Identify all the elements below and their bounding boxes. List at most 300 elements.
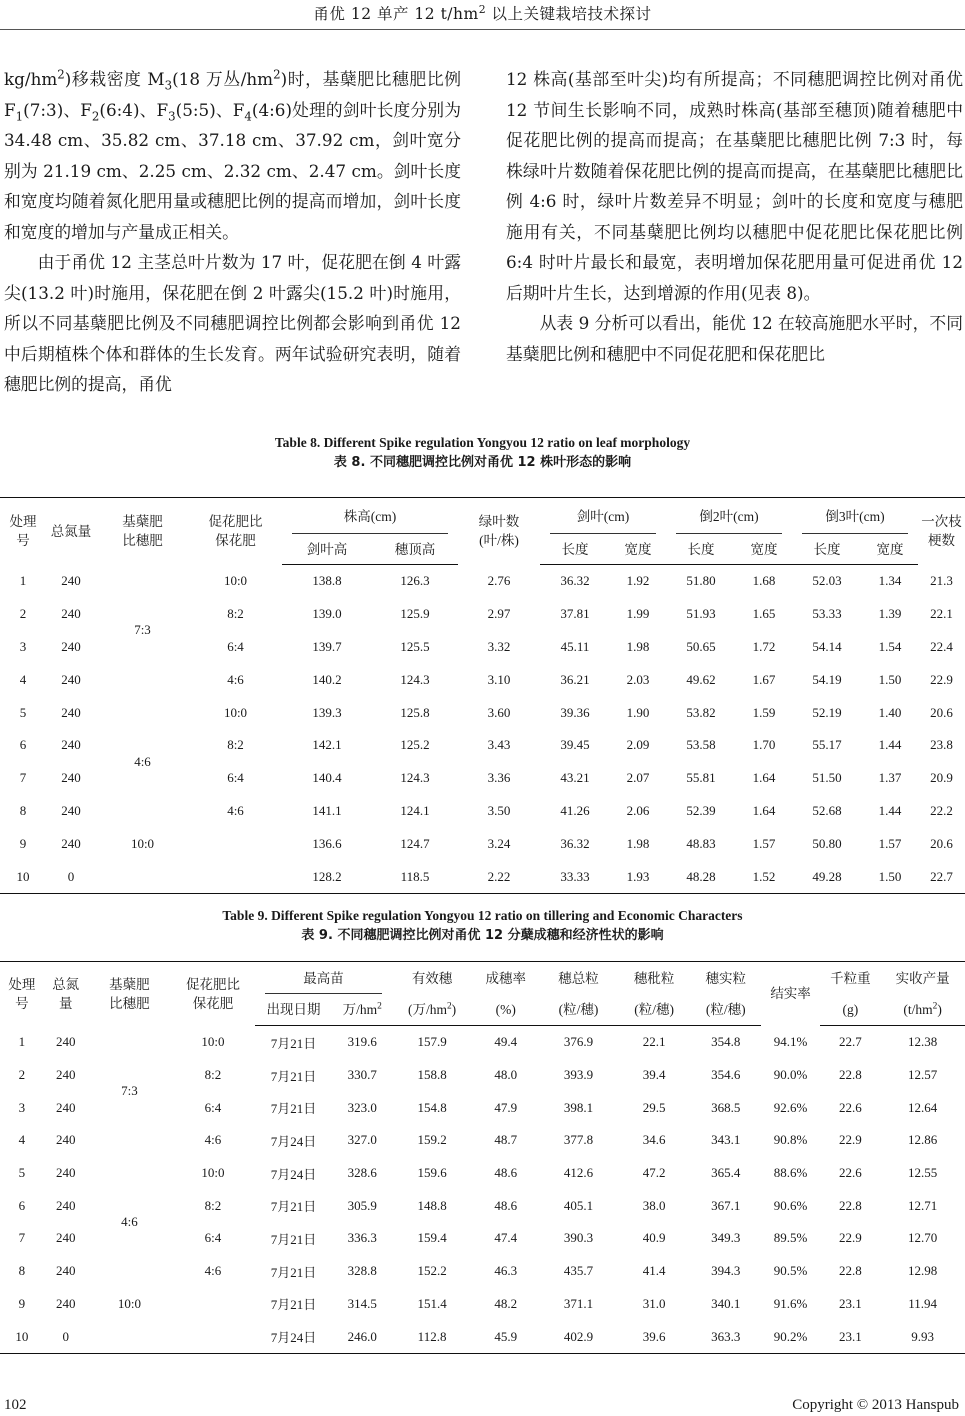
- t8-cell: 1.72: [752, 638, 776, 654]
- t9-cell: 376.9: [563, 1034, 594, 1050]
- paragraph-leaf-number: 由于甬优 12 主茎总叶片数为 17 叶，促花肥在倒 4 叶露尖(13.2 叶)时施用，保花肥在倒 2 叶露尖(15.2 叶)时施用，所以不同基蘖肥比例及不同穗肥调控比例都会影响到甬优 12 中后期植株个体和群体的生长发育。两年试验研究表明，随着穗肥比例的提高，甬优: [4, 252, 461, 394]
- t8-header-leaf3: 倒3叶(cm): [792, 498, 918, 535]
- t9-cell: 7月21日: [270, 1199, 317, 1215]
- t9-cell: 11.94: [908, 1295, 937, 1311]
- text-segment: kg/hm: [4, 69, 58, 89]
- t8-cell: 1.59: [752, 704, 776, 720]
- t9-cell: 47.4: [494, 1230, 518, 1246]
- t9-header-seed-setting: 结实率: [761, 962, 821, 1026]
- t8-cell: 8:2: [227, 737, 244, 753]
- t8-cell-nitrogen: 240: [61, 704, 81, 720]
- t9-cell-nitrogen: 240: [55, 1034, 76, 1050]
- t8-cell: 1.70: [752, 737, 776, 753]
- t8-cell-nitrogen: 240: [61, 770, 81, 786]
- t8-cell: 39.45: [560, 737, 590, 753]
- text-segment: )移栽密度 M: [64, 69, 165, 89]
- text-segment: 3: [168, 108, 176, 123]
- t8-cell: 139.7: [312, 638, 342, 654]
- t8-cell-treatment: 4: [19, 671, 27, 687]
- t8-cell: 1.54: [878, 638, 902, 654]
- running-header: 甬优 12 单产 12 $t/hm^2$ 以上关键栽培技术探讨: [313, 2, 652, 23]
- t8-cell: 10:0: [223, 704, 248, 720]
- t9-cell: 22.9: [838, 1230, 862, 1246]
- t8-header-width: 宽度: [862, 534, 918, 565]
- text-segment: 2: [273, 67, 281, 82]
- t8-cell-nitrogen: 240: [61, 606, 81, 622]
- t9-cell: 90.8%: [773, 1132, 808, 1148]
- t9-cell: 39.4: [642, 1067, 666, 1083]
- t8-header-flag-height: 剑叶高: [282, 534, 372, 565]
- t9-cell: 354.8: [711, 1034, 741, 1050]
- t8-cell: 49.62: [686, 671, 716, 687]
- t9-cell-treatment: 2: [18, 1067, 26, 1083]
- right-text-column: [506, 64, 963, 369]
- t9-cell: 12.38: [907, 1034, 938, 1050]
- t9-cell: [171, 1288, 255, 1321]
- t9-cell: 7月24日: [270, 1133, 317, 1149]
- t8-cell: 20.9: [930, 770, 953, 786]
- t9-header-effective-panicles: 有效穗: [392, 962, 472, 995]
- t8-cell: 2.07: [626, 770, 650, 786]
- text-segment: (18 万丛/hm: [172, 69, 274, 89]
- t9-cell: 22.7: [838, 1034, 862, 1050]
- t8-cell: 4:6: [227, 671, 244, 687]
- t8-cell: 52.68: [812, 802, 842, 818]
- paragraph-plant-height: 12 株高(基部至叶尖)均有所提高；不同穗肥调控比例对甬优 12 节间生长影响不同，成熟时株高(基部至穗顶)随着穗肥中促花肥比例的提高而提高；在基蘖肥比穗肥比例 7:3 时，每株绿叶片数随着保花肥比例的提高而提高，在基蘖肥比穗肥比例 4:6 时，绿叶片数差异不明显；剑叶的长度和宽度与穗肥施用有关，不同基蘖肥比例均以穗肥中促花肥比保花肥比例 6:4 时叶片最长和最宽，表明增加保花肥用量可促进甬优 12 后期叶片生长，达到增源的作用(见表 8)。: [506, 69, 963, 303]
- t9-header-date: 出现日期: [255, 994, 333, 1026]
- t8-cell: 1.92: [626, 573, 650, 589]
- t8-cell: [189, 860, 282, 893]
- t8-cell: 50.80: [812, 835, 842, 851]
- t8-header-treatment: 处理 号: [0, 498, 46, 565]
- t8-cell: 118.5: [372, 860, 458, 893]
- t8-cell: 52.19: [812, 704, 842, 720]
- t9-cell: 151.4: [417, 1295, 447, 1311]
- t9-header-yield: 实收产量: [880, 962, 965, 995]
- t9-cell: 12.71: [907, 1197, 938, 1213]
- t8-cell: 41.26: [560, 802, 590, 818]
- t9-cell: 22.6: [838, 1099, 862, 1115]
- t8-cell-base-ratio: 10:0: [130, 835, 155, 851]
- t9-cell: 340.1: [711, 1295, 741, 1311]
- t9-cell: 12.64: [907, 1099, 938, 1115]
- t8-cell: 36.21: [560, 671, 590, 687]
- t8-cell: 1.52: [736, 860, 792, 893]
- t8-cell: 3.36: [487, 770, 511, 786]
- t9-cell: 368.5: [711, 1099, 741, 1115]
- table9: [0, 961, 965, 1354]
- t9-cell: 305.9: [347, 1197, 377, 1213]
- t8-cell: 3.24: [487, 835, 511, 851]
- t8-cell: 1.57: [752, 835, 776, 851]
- t9-row: [0, 1157, 965, 1190]
- t8-cell-treatment: 6: [19, 737, 27, 753]
- t8-cell: 140.4: [312, 770, 342, 786]
- t8-cell: 20.6: [930, 704, 953, 720]
- t9-cell: 10:0: [201, 1165, 225, 1181]
- text-segment: 3: [164, 78, 173, 93]
- t8-cell: 2.03: [626, 671, 650, 687]
- t8-cell: 1.50: [878, 671, 902, 687]
- t8-cell: 48.83: [686, 835, 716, 851]
- t9-cell: 23.1: [838, 1295, 862, 1311]
- t8-cell: 1.37: [878, 770, 902, 786]
- t9-cell: 12.57: [907, 1067, 938, 1083]
- t8-cell: 2.22: [458, 860, 540, 893]
- t8-cell: 142.1: [312, 737, 342, 753]
- t8-cell: 2.76: [487, 573, 511, 589]
- t9-cell-treatment: 4: [18, 1132, 26, 1148]
- t8-cell: 3.32: [487, 638, 511, 654]
- t8-cell-nitrogen: 240: [61, 671, 81, 687]
- t9-cell: 7月21日: [270, 1264, 317, 1280]
- t8-cell: 140.2: [312, 671, 342, 687]
- t8-cell: 138.8: [312, 573, 342, 589]
- t9-cell-base-ratio: 10:0: [117, 1295, 141, 1311]
- copyright-notice: Copyright © 2013 Hanspub: [792, 1397, 959, 1413]
- t9-cell: 367.1: [711, 1197, 741, 1213]
- t9-cell: 40.9: [642, 1230, 666, 1246]
- t9-cell-treatment: 6: [18, 1197, 26, 1213]
- t9-cell: 398.1: [563, 1099, 594, 1115]
- t9-cell-treatment: 5: [18, 1165, 26, 1181]
- t9-cell: 393.9: [563, 1067, 594, 1083]
- t9-header-promo-ratio: 促花肥比 保花肥: [171, 962, 255, 1026]
- t9-cell: 22.8: [838, 1067, 862, 1083]
- t9-cell: 390.3: [563, 1230, 594, 1246]
- left-text-column: [4, 64, 461, 400]
- t9-cell: 90.6%: [773, 1197, 808, 1213]
- t9-cell-base-ratio: 7:3: [121, 1083, 138, 1099]
- t8-cell-nitrogen: 240: [61, 802, 81, 818]
- t9-header-nitrogen: 总氮 量: [44, 962, 88, 1026]
- t8-cell: 8:2: [227, 606, 244, 622]
- t9-cell: 7月21日: [270, 1297, 317, 1313]
- t8-cell: 2.06: [626, 802, 650, 818]
- t9-cell: 29.5: [642, 1099, 666, 1115]
- table8-caption: [0, 433, 965, 473]
- t9-cell-treatment: 9: [18, 1295, 26, 1311]
- t9-cell: 8:2: [204, 1067, 222, 1083]
- t8-cell-nitrogen: 240: [61, 737, 81, 753]
- t9-cell: 327.0: [347, 1132, 377, 1148]
- t9-cell: 23.1: [820, 1320, 880, 1353]
- t9-cell: 7月21日: [270, 1101, 317, 1117]
- t8-cell: 22.7: [918, 860, 965, 893]
- t9-cell: 90.5%: [773, 1263, 808, 1279]
- t9-cell-nitrogen: 240: [55, 1067, 76, 1083]
- t8-cell: 53.33: [812, 606, 842, 622]
- t8-cell-treatment: 1: [19, 573, 27, 589]
- t8-cell: 1.67: [752, 671, 776, 687]
- t9-cell: 90.0%: [773, 1067, 808, 1083]
- t9-cell-treatment: 1: [18, 1034, 26, 1050]
- t8-cell: 136.6: [312, 835, 342, 851]
- t8-cell: 52.03: [812, 573, 842, 589]
- t9-header-max-seedlings: 最高苗: [255, 962, 392, 995]
- t8-cell-treatment: 9: [19, 835, 27, 851]
- t9-cell-nitrogen: 240: [55, 1132, 76, 1148]
- t8-cell: 36.32: [560, 835, 590, 851]
- t9-cell: 6:4: [204, 1230, 222, 1246]
- t8-cell: 54.14: [812, 638, 842, 654]
- t8-cell: 48.28: [666, 860, 736, 893]
- t9-cell: 47.2: [642, 1165, 666, 1181]
- t8-header-green-leaves: 绿叶数 (叶/株): [458, 498, 540, 565]
- t8-cell: 1.64: [752, 802, 776, 818]
- t8-header-flag-leaf: 剑叶(cm): [540, 498, 666, 535]
- t9-cell-base-ratio: 4:6: [121, 1214, 138, 1230]
- text-segment: 2: [57, 67, 65, 82]
- t9-cell: 154.8: [417, 1099, 447, 1115]
- t9-header-empty-grains: 穗秕粒: [617, 962, 691, 995]
- t8-cell: 139.3: [312, 704, 342, 720]
- t8-cell: 128.2: [282, 860, 372, 893]
- t9-cell-nitrogen: 240: [55, 1099, 76, 1115]
- t9-cell: [171, 1320, 255, 1353]
- t9-cell: 10:0: [201, 1034, 225, 1050]
- t8-header-height: 株高(cm): [282, 498, 458, 535]
- t9-cell-treatment: 10: [0, 1320, 44, 1353]
- t9-header-filled-grains: 穗实粒: [691, 962, 761, 995]
- t8-cell: 1.90: [626, 704, 650, 720]
- t8-cell: 23.8: [930, 737, 953, 753]
- t8-cell: 3.50: [487, 802, 511, 818]
- t8-cell: 1.57: [878, 835, 902, 851]
- text-segment: (5:5)、F: [175, 99, 245, 120]
- t8-cell: 53.58: [686, 737, 716, 753]
- t9-cell: 7月24日: [255, 1320, 333, 1353]
- t9-cell: 7月24日: [270, 1166, 317, 1182]
- t8-header-base-ratio: 基蘖肥 比穗肥: [96, 498, 189, 565]
- t8-cell: 1.40: [878, 704, 902, 720]
- t8-cell: 54.19: [812, 671, 842, 687]
- t8-cell: 39.36: [560, 704, 590, 720]
- t9-cell: 94.1%: [773, 1034, 808, 1050]
- t9-cell: 39.6: [617, 1320, 691, 1353]
- t8-cell: 36.32: [560, 573, 590, 589]
- text-segment: )时，基蘖肥比穗肥比例 F: [4, 69, 461, 120]
- t9-cell: 343.1: [711, 1132, 741, 1148]
- t8-cell: 55.81: [686, 770, 716, 786]
- t9-cell: 336.3: [347, 1230, 377, 1246]
- t9-cell: 363.3: [691, 1320, 761, 1353]
- t8-cell: 6:4: [227, 770, 244, 786]
- t9-cell: 45.9: [472, 1320, 540, 1353]
- t9-cell: 394.3: [711, 1263, 741, 1279]
- page-number: 102: [4, 1397, 27, 1413]
- t8-cell: 10:0: [223, 573, 248, 589]
- t9-cell: 319.6: [347, 1034, 377, 1050]
- t8-cell-nitrogen: 240: [61, 573, 81, 589]
- table8-caption-en: Table 8. Different Spike regulation Yongyou 12 ratio on leaf morphology: [274, 435, 691, 450]
- t9-cell: 34.6: [642, 1132, 666, 1148]
- t9-cell: 152.2: [417, 1263, 447, 1279]
- t9-header-grain-weight: 千粒重: [820, 962, 880, 995]
- paragraph-fertilizer-ratio: [4, 64, 461, 247]
- t9-cell-nitrogen: 240: [55, 1197, 76, 1213]
- t8-cell: 139.0: [312, 606, 342, 622]
- t8-row: [0, 696, 965, 729]
- t8-cell-treatment: 5: [19, 704, 27, 720]
- t8-cell: 1.93: [610, 860, 666, 893]
- table8: [0, 497, 965, 894]
- t9-cell: 22.8: [838, 1197, 862, 1213]
- t8-cell: 1.34: [878, 573, 902, 589]
- t9-cell: 48.2: [494, 1295, 518, 1311]
- t9-cell: 365.4: [711, 1165, 741, 1181]
- t9-cell: 31.0: [642, 1295, 666, 1311]
- t9-header-rate-unit: (%): [472, 994, 540, 1026]
- t8-cell: 1.98: [626, 835, 650, 851]
- t9-cell: 157.9: [417, 1034, 447, 1050]
- t9-cell: 112.8: [392, 1320, 472, 1353]
- t8-cell: 1.50: [862, 860, 918, 893]
- t9-header-panicle-rate: 成穗率: [472, 962, 540, 995]
- t9-cell: 159.2: [417, 1132, 447, 1148]
- t9-cell-nitrogen: 240: [55, 1295, 76, 1311]
- t8-cell: 1.99: [626, 606, 650, 622]
- t8-header-length: 长度: [540, 534, 610, 565]
- t9-cell: 46.3: [494, 1263, 518, 1279]
- t9-cell: 9.93: [880, 1320, 965, 1353]
- t9-cell: 38.0: [642, 1197, 666, 1213]
- t8-cell: 45.11: [560, 638, 590, 654]
- t9-header-eff-unit: (万$/hm^2$): [392, 994, 472, 1026]
- t8-cell: 126.3: [400, 573, 430, 589]
- text-segment: (6:4)、F: [99, 99, 169, 120]
- t9-cell: 8:2: [204, 1197, 222, 1213]
- t9-cell-nitrogen: 240: [55, 1263, 76, 1279]
- text-segment: (7:3)、F: [23, 99, 92, 120]
- t9-cell: 402.9: [540, 1320, 618, 1353]
- t9-header-max-unit: 万$/hm^2$: [332, 994, 392, 1026]
- t8-cell: 53.82: [686, 704, 716, 720]
- t8-row: [0, 827, 965, 860]
- t9-cell: 12.98: [907, 1263, 938, 1279]
- t8-cell: 1.39: [878, 606, 902, 622]
- text-segment: 1: [15, 108, 24, 123]
- t8-cell: 1.65: [752, 606, 776, 622]
- t9-cell: 159.6: [417, 1165, 447, 1181]
- t9-cell: 22.8: [838, 1263, 862, 1279]
- t9-cell: 48.7: [494, 1132, 518, 1148]
- t9-cell-treatment: 8: [18, 1263, 26, 1279]
- t9-cell: 328.8: [347, 1263, 377, 1279]
- t9-cell: 12.70: [907, 1230, 938, 1246]
- t8-header-width: 宽度: [736, 534, 792, 565]
- t8-cell: 55.17: [812, 737, 842, 753]
- t8-cell: 124.1: [400, 802, 430, 818]
- t9-cell: 7月21日: [270, 1035, 317, 1051]
- text-segment: 4: [244, 108, 252, 123]
- t8-cell: 124.3: [400, 671, 430, 687]
- t8-cell: 3.60: [487, 704, 511, 720]
- t9-cell-base-ratio: [88, 1320, 172, 1353]
- t9-cell: 22.9: [838, 1132, 862, 1148]
- t8-cell: 22.2: [930, 802, 953, 818]
- table8-caption-cn: 表 8. 不同穗肥调控比例对甬优 12 株叶形态的影响: [333, 455, 632, 470]
- table9-caption-cn: 表 9. 不同穗肥调控比例对甬优 12 分蘖成穗和经济性状的影响: [301, 928, 664, 943]
- t8-cell-nitrogen: 240: [61, 638, 81, 654]
- t9-cell: 47.9: [494, 1099, 518, 1115]
- t8-cell-treatment: 2: [19, 606, 27, 622]
- text-segment: 2: [91, 108, 100, 123]
- t9-cell: 48.0: [494, 1067, 518, 1083]
- t8-cell: [189, 827, 282, 860]
- t8-cell: 51.80: [686, 573, 716, 589]
- t8-cell: 1.64: [752, 770, 776, 786]
- table9-caption-en: Table 9. Different Spike regulation Yongyou 12 ratio on tillering and Economic Characters: [222, 908, 743, 923]
- t9-cell: 7月21日: [270, 1068, 317, 1084]
- t9-cell: 88.6%: [773, 1165, 808, 1181]
- t9-cell: 371.1: [563, 1295, 594, 1311]
- t8-cell: 141.1: [312, 802, 342, 818]
- t8-header-leaf2: 倒2叶(cm): [666, 498, 792, 535]
- t8-cell: 51.93: [686, 606, 716, 622]
- t8-cell: 51.50: [812, 770, 842, 786]
- t9-cell-nitrogen: 240: [55, 1230, 76, 1246]
- t9-cell: 330.7: [347, 1067, 377, 1083]
- t8-cell-base-ratio: 4:6: [134, 753, 151, 769]
- t9-cell: 90.2%: [761, 1320, 821, 1353]
- t9-cell: 158.8: [417, 1067, 447, 1083]
- t8-cell: 37.81: [560, 606, 590, 622]
- t8-header-width: 宽度: [610, 534, 666, 565]
- table9-caption: [0, 906, 965, 946]
- t8-cell: 125.9: [400, 606, 430, 622]
- t8-row: [0, 565, 965, 598]
- t9-row: [0, 1288, 965, 1321]
- t9-cell: 49.4: [494, 1034, 518, 1050]
- t8-header-length: 长度: [792, 534, 862, 565]
- t8-header-nitrogen: 总氮量: [46, 498, 96, 565]
- t9-header-base-ratio: 基蘖肥 比穗肥: [88, 962, 172, 1026]
- t8-cell: 49.28: [792, 860, 862, 893]
- t9-cell: 22.1: [642, 1034, 666, 1050]
- t9-cell: 314.5: [347, 1295, 377, 1311]
- t9-cell: 12.55: [907, 1165, 938, 1181]
- t8-cell: 124.3: [400, 770, 430, 786]
- t9-cell-treatment: 3: [18, 1099, 26, 1115]
- t9-cell-treatment: 7: [18, 1230, 26, 1246]
- t8-cell-base-ratio: 7:3: [134, 622, 151, 638]
- t8-header-panicle-height: 穗顶高: [372, 534, 458, 565]
- t8-cell: 2.97: [487, 606, 511, 622]
- t8-cell-treatment: 10: [0, 860, 46, 893]
- t8-cell: 4:6: [227, 802, 244, 818]
- text-segment: (4:6)处理的剑叶长度分别为 34.48 cm、35.82 cm、37.18 cm、37.92 cm，剑叶宽分别为 21.19 cm、2.25 cm、2.32 cm、2.47 cm。剑叶长度和宽度均随着氮化肥用量或穗肥比例的提高而增加，剑叶长度和宽度的增加与产量成正相关。: [4, 99, 461, 242]
- t8-cell-treatment: 8: [19, 802, 27, 818]
- t9-cell: 159.4: [417, 1230, 447, 1246]
- t9-cell-nitrogen: 0: [44, 1320, 88, 1353]
- t9-header-total-unit: (粒/穗): [540, 994, 618, 1026]
- t9-header-full-unit: (粒/穗): [691, 994, 761, 1026]
- t9-header-tgw-unit: (g): [820, 994, 880, 1026]
- t8-cell: 2.09: [626, 737, 650, 753]
- t9-cell: 89.5%: [773, 1230, 808, 1246]
- header-rule: [0, 29, 965, 30]
- t9-cell: 323.0: [347, 1099, 377, 1115]
- t9-header-total-grains: 穗总粒: [540, 962, 618, 995]
- t8-header-length: 长度: [666, 534, 736, 565]
- t9-cell: 91.6%: [773, 1295, 808, 1311]
- t8-cell: 6:4: [227, 638, 244, 654]
- t8-cell: 3.10: [487, 671, 511, 687]
- t9-cell: 435.7: [563, 1263, 594, 1279]
- t8-cell: 1.44: [878, 802, 902, 818]
- t9-cell-nitrogen: 240: [55, 1165, 76, 1181]
